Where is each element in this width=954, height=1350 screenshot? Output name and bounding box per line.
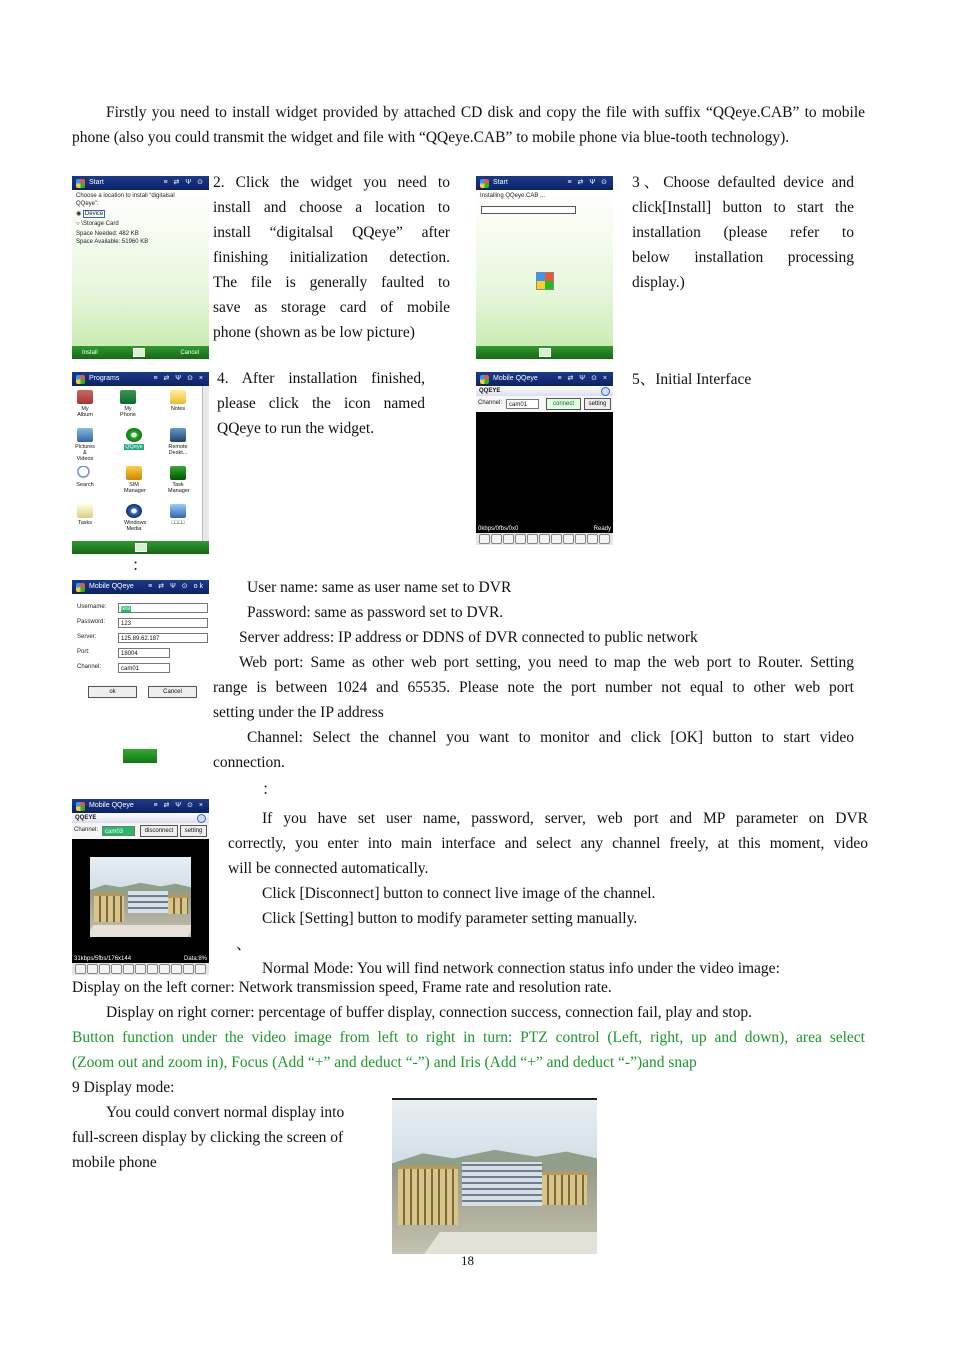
ptz-button-row[interactable] <box>72 963 209 975</box>
video-area[interactable] <box>476 412 613 533</box>
tasks-icon[interactable]: Tasks <box>75 504 95 526</box>
screenshot-initial-interface: Mobile QQeye ≡ ⇄ Ψ ⊙ × QQEYE Channel: cam01 connect setting 0kbps/0fbs/0x0 Ready <box>476 372 613 553</box>
intro-paragraph: Firstly you need to install widget provided by attached CD disk and copy the file with suffix “QQeye.CAB” to mobile phone (also you could transmit the widget and file with “QQeye.CAB” to mobile phone via blue-tooth technology). <box>72 104 865 146</box>
fullscreen-camera-image <box>392 1098 597 1254</box>
scrollbar[interactable] <box>202 386 209 541</box>
display-mode-text: You could convert normal display into full-screen display by clicking the screen of mobile phone <box>72 1104 345 1171</box>
windows-start-icon <box>480 179 489 188</box>
my-phone-icon[interactable]: My Phone <box>118 390 138 418</box>
cancel-softkey[interactable]: Cancel <box>180 349 199 356</box>
space-available: Space Available: 51960 KB <box>76 239 149 245</box>
video-area[interactable] <box>72 839 209 963</box>
windows-start-icon <box>76 375 85 384</box>
keyboard-icon[interactable] <box>539 348 551 357</box>
ok-button[interactable]: ok <box>88 686 137 698</box>
keyboard-icon[interactable] <box>133 348 145 357</box>
space-needed: Space Needed: 482 KB <box>76 231 139 237</box>
installer-icon <box>536 272 554 290</box>
step3-text: 3、Choose defaulted device and click[Install] button to start the installation (please refer to below installation processing display.) <box>632 174 854 291</box>
disconnect-button[interactable]: disconnect <box>140 825 178 837</box>
right-status: Data:8% <box>183 956 207 962</box>
qqeye-icon[interactable]: QQeye <box>124 428 144 450</box>
ptz-button-row[interactable] <box>476 533 613 545</box>
display-mode-heading: 9 Display mode: <box>72 1079 175 1096</box>
login-description: User name: same as user name set to DVR Password: same as password set to DVR. Server address: IP address or DDNS of DVR connected to public network Web port: Same as other web port setting, you need to map the web port to Router. Setting range is between 1024 and 65535. Please note the port number not equal to other web port setting under the IP address Channel: Select the channel you want to monitor and click [OK] button to start video connection. <box>213 579 854 771</box>
task-manager-icon[interactable]: Task Manager <box>168 466 188 494</box>
radio-device[interactable]: ◉ Device <box>76 211 104 217</box>
app-name: QQEYE <box>479 388 501 394</box>
setting-button[interactable]: setting <box>180 825 207 837</box>
left-status: 31kbps/5fbs/176x144 <box>74 956 132 962</box>
port-field[interactable]: 18004 <box>118 648 170 658</box>
camera-image <box>90 857 191 937</box>
left-corner-line: Display on the left corner: Network transmission speed, Frame rate and resolution rate. <box>72 979 612 996</box>
status-icons: ≡ ⇄ Ψ ⊙ <box>163 179 205 186</box>
channel-select[interactable]: cam01 <box>506 399 539 409</box>
screenshot-programs: Programs ≡ ⇄ Ψ ⊙ × My Album My Phone Notes Pictures & Videos QQeye Remote Deskt... Search SIM Manager Task Manager Tasks Windows Media □□□□ <box>72 372 209 554</box>
setting-button[interactable]: setting <box>584 398 611 410</box>
screenshot-main-interface: Mobile QQeye ≡ ⇄ Ψ ⊙ × QQEYE Channel: cam03 disconnect setting 31kbps/5fbs/176x144 Data:8% <box>72 799 209 977</box>
main-interface-text: If you have set user name, password, server, web port and MP parameter on DVR correctly, you enter into main interface and select any channel freely, at this moment, video will be connected automatically. Click [Disconnect] button to connect live image of the channel. Click [Setting] button to modify parameter setting manually. <box>228 810 868 927</box>
sim-manager-icon[interactable]: SIM Manager <box>124 466 144 494</box>
colon-mark: ： <box>262 781 278 798</box>
progress-bar <box>481 206 576 214</box>
screen-title: Start <box>89 179 104 186</box>
install-softkey[interactable]: Install <box>82 349 98 356</box>
windows-start-icon <box>76 583 85 592</box>
password-field[interactable]: 123 <box>118 618 208 628</box>
remote-desktop-icon[interactable]: Remote Deskt... <box>168 428 188 456</box>
connect-button[interactable]: connect <box>546 398 581 410</box>
normal-mode-line: Normal Mode: You will find network connection status info under the video image: <box>262 960 780 977</box>
pictures-videos-icon[interactable]: Pictures & Videos <box>75 428 95 462</box>
left-status: 0kbps/0fbs/0x0 <box>478 526 519 532</box>
search-icon[interactable]: Search <box>75 466 95 488</box>
keyboard-icon[interactable] <box>123 749 157 763</box>
right-corner-line: Display on right corner: percentage of buffer display, connection success, connection fail, play and stop. <box>106 1004 753 1021</box>
my-album-icon[interactable]: My Album <box>75 390 95 418</box>
prompt-line: QQeye”: <box>76 201 99 207</box>
refresh-icon[interactable] <box>197 814 206 823</box>
button-function-text: Button function under the video image from left to right in turn: PTZ control (Left, right, up and down), area select (Zoom out and zoom in), Focus (Add “+” and deduct “-”) and Iris (Add “+” and deduct “-”)and snap <box>72 1029 865 1071</box>
username-field[interactable]: test <box>118 603 208 613</box>
screenshot-install-location <box>72 176 209 359</box>
notes-icon[interactable]: Notes <box>168 390 188 412</box>
step5-text: 5、Initial Interface <box>632 371 752 388</box>
installing-label: Installing QQeye.CAB ... <box>480 193 546 199</box>
cancel-button[interactable]: Cancel <box>148 686 197 698</box>
prompt-line: Choose a location to install “digitalsal <box>76 193 175 199</box>
mark: 、 <box>236 936 252 953</box>
windows-media-icon[interactable]: Windows Media <box>124 504 144 532</box>
windows-start-icon <box>480 375 489 384</box>
server-field[interactable]: 125.89.62.187 <box>118 633 208 643</box>
screenshot-login: Mobile QQeye ≡ ⇄ Ψ ⊙ ok Username: test Password: 123 Server: 125.89.62.187 Port: 18004 Channel: cam01 ok Cancel <box>72 580 209 763</box>
keyboard-icon[interactable] <box>135 543 147 552</box>
radio-storage-card[interactable]: ○ \Storage Card <box>76 221 119 227</box>
windows-start-icon <box>76 179 85 188</box>
colon-mark: ： <box>132 557 148 574</box>
step4-text: 4. After installation finished, please click the icon named QQeye to run the widget. <box>217 370 425 437</box>
page-number: 18 <box>461 1253 474 1268</box>
channel-select[interactable]: cam01 <box>118 663 170 673</box>
screenshot-installing: Start ≡ ⇄ Ψ ⊙ Installing QQeye.CAB ... <box>476 176 613 359</box>
right-status: Ready <box>593 526 611 532</box>
refresh-icon[interactable] <box>601 387 610 396</box>
unknown-app-icon[interactable]: □□□□ <box>168 504 188 526</box>
channel-select[interactable]: cam03 <box>102 826 135 836</box>
windows-start-icon <box>76 802 85 811</box>
step2-text: 2. Click the widget you need to install and choose a location to install “digitalsal QQeye” after finishing initialization detection. The file is generally faulted to save as storage card of mobile phone (shown as be low picture) <box>213 174 450 341</box>
